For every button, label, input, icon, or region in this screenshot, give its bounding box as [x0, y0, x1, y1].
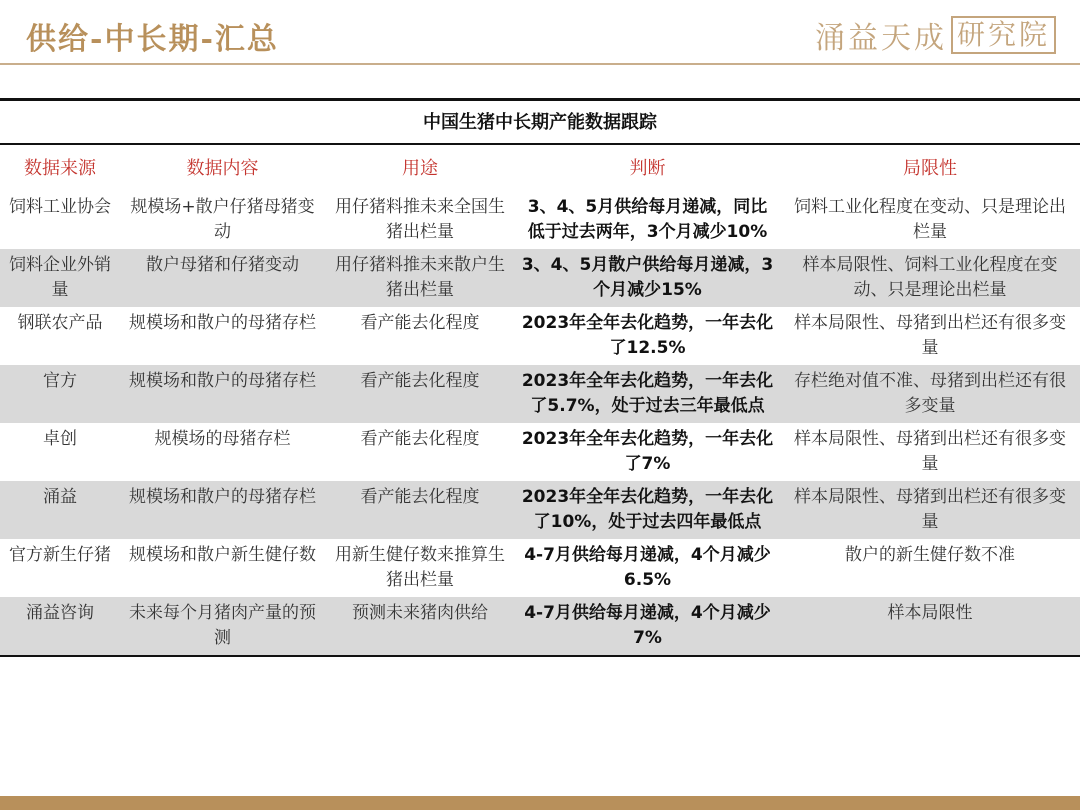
- cell-limitation: 样本局限性: [780, 597, 1080, 655]
- cell-source: 官方: [0, 365, 120, 423]
- cell-usage: 用仔猪料推未来散户生猪出栏量: [325, 249, 515, 307]
- cell-source: 钢联农产品: [0, 307, 120, 365]
- cell-content: 规模场和散户的母猪存栏: [120, 307, 325, 365]
- cell-content: 规模场和散户的母猪存栏: [120, 481, 325, 539]
- column-header-usage: 用途: [325, 144, 515, 191]
- cell-usage: 看产能去化程度: [325, 307, 515, 365]
- cell-limitation: 样本局限性、母猪到出栏还有很多变量: [780, 307, 1080, 365]
- table-row: [0, 539, 1080, 597]
- page-header: [0, 0, 1080, 64]
- cell-judgement: 3、4、5月散户供给每月递减，3个月减少15%: [515, 249, 780, 307]
- table-header-row: [0, 144, 1080, 191]
- cell-usage: 看产能去化程度: [325, 365, 515, 423]
- cell-source: 涌益咨询: [0, 597, 120, 655]
- table-row: [0, 597, 1080, 655]
- table-row: [0, 481, 1080, 539]
- cell-source: 官方新生仔猪: [0, 539, 120, 597]
- cell-content: 规模场和散户的母猪存栏: [120, 365, 325, 423]
- cell-content: 未来每个月猪肉产量的预测: [120, 597, 325, 655]
- cell-source: 卓创: [0, 423, 120, 481]
- footer-bar: [0, 796, 1080, 810]
- table-body: [0, 191, 1080, 655]
- cell-judgement: 3、4、5月供给每月递减，同比低于过去两年，3个月减少10%: [515, 191, 780, 249]
- cell-usage: 用新生健仔数来推算生猪出栏量: [325, 539, 515, 597]
- capacity-tracking-table: [0, 101, 1080, 655]
- cell-source: 涌益: [0, 481, 120, 539]
- cell-limitation: 样本局限性、母猪到出栏还有很多变量: [780, 481, 1080, 539]
- cell-judgement: 2023年全年去化趋势，一年去化了12.5%: [515, 307, 780, 365]
- cell-usage: 用仔猪料推未来全国生猪出栏量: [325, 191, 515, 249]
- cell-limitation: 饲料工业化程度在变动、只是理论出栏量: [780, 191, 1080, 249]
- cell-usage: 看产能去化程度: [325, 423, 515, 481]
- cell-limitation: 散户的新生健仔数不准: [780, 539, 1080, 597]
- column-header-content: 数据内容: [120, 144, 325, 191]
- brand-logo: [815, 13, 1056, 57]
- cell-source: 饲料工业协会: [0, 191, 120, 249]
- table-row: [0, 191, 1080, 249]
- cell-content: 规模场和散户新生健仔数: [120, 539, 325, 597]
- data-table-container: [0, 98, 1080, 657]
- cell-content: 散户母猪和仔猪变动: [120, 249, 325, 307]
- page-title: 供给-中长期-汇总: [26, 22, 279, 57]
- cell-limitation: 样本局限性、母猪到出栏还有很多变量: [780, 423, 1080, 481]
- cell-judgement: 2023年全年去化趋势，一年去化了10%，处于过去四年最低点: [515, 481, 780, 539]
- table-row: [0, 423, 1080, 481]
- header-divider: [0, 63, 1080, 65]
- table-row: [0, 365, 1080, 423]
- logo-main-text: 涌益天成: [814, 21, 947, 56]
- table-caption: 中国生猪中长期产能数据跟踪: [0, 101, 1080, 144]
- cell-judgement: 2023年全年去化趋势，一年去化了5.7%，处于过去三年最低点: [515, 365, 780, 423]
- cell-judgement: 2023年全年去化趋势，一年去化了7%: [515, 423, 780, 481]
- table-row: [0, 307, 1080, 365]
- cell-usage: 看产能去化程度: [325, 481, 515, 539]
- column-header-source: 数据来源: [0, 144, 120, 191]
- cell-content: 规模场+散户仔猪母猪变动: [120, 191, 325, 249]
- cell-limitation: 样本局限性、饲料工业化程度在变动、只是理论出栏量: [780, 249, 1080, 307]
- cell-source: 饲料企业外销量: [0, 249, 120, 307]
- cell-usage: 预测未来猪肉供给: [325, 597, 515, 655]
- cell-limitation: 存栏绝对值不准、母猪到出栏还有很多变量: [780, 365, 1080, 423]
- table-row: [0, 249, 1080, 307]
- column-header-judgement: 判断: [515, 144, 780, 191]
- logo-box-text: 研究院: [951, 16, 1056, 54]
- cell-judgement: 4-7月供给每月递减，4个月减少6.5%: [515, 539, 780, 597]
- column-header-limitation: 局限性: [780, 144, 1080, 191]
- cell-judgement: 4-7月供给每月递减，4个月减少7%: [515, 597, 780, 655]
- cell-content: 规模场的母猪存栏: [120, 423, 325, 481]
